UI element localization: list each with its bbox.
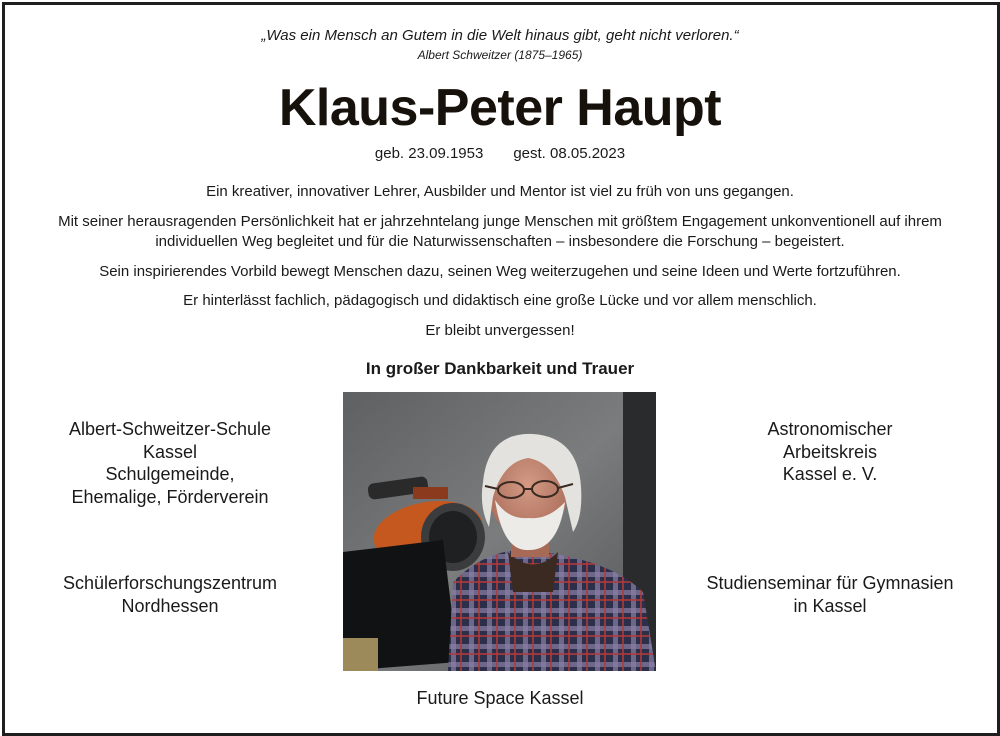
quote-author: Albert Schweitzer (1875–1965) bbox=[417, 48, 583, 62]
mourner-line: in Kassel bbox=[793, 595, 867, 616]
mourner-line: Kassel bbox=[142, 441, 198, 462]
mourner-line: Nordhessen bbox=[121, 595, 219, 616]
birth-date: geb. 23.09.1953 bbox=[374, 145, 484, 162]
closing-line: Er bleibt unvergessen! bbox=[425, 322, 575, 339]
paragraph-line: individuellen Weg begleitet und für die Naturwissenschaften – insbesondere die Forschung – begeistert. bbox=[155, 233, 845, 250]
mourner-seminar bbox=[690, 572, 970, 617]
paragraph: Er hinterlässt fachlich, pädagogisch und didaktisch eine große Lücke und vor allem menschlich. bbox=[183, 292, 817, 309]
mourner-line: Schulgemeinde, bbox=[105, 464, 235, 484]
mourner-line: Arbeitskreis bbox=[782, 441, 878, 462]
portrait-photo bbox=[343, 392, 656, 671]
paragraph: Ein kreativer, innovativer Lehrer, Ausbilder und Mentor ist viel zu früh von uns gegangen. bbox=[206, 183, 794, 200]
paragraph bbox=[0, 212, 1000, 252]
death-date: gest. 08.05.2023 bbox=[513, 145, 626, 162]
mourner-line: Astronomischer bbox=[767, 419, 893, 439]
mourner-line: Albert-Schweitzer-Schule bbox=[68, 419, 272, 439]
mourner-astronomy bbox=[690, 418, 970, 486]
mourner-school bbox=[30, 418, 310, 508]
mourning-heading: In großer Dankbarkeit und Trauer bbox=[365, 359, 635, 378]
mourner-future-space: Future Space Kassel bbox=[416, 688, 584, 708]
mourner-line: Kassel e. V. bbox=[782, 464, 878, 484]
mourner-research-center bbox=[30, 572, 310, 617]
quote: „Was ein Mensch an Gutem in die Welt hinaus gibt, geht nicht verloren.“ bbox=[261, 27, 739, 44]
mourner-line: Studienseminar für Gymnasien bbox=[706, 573, 954, 593]
mourner-line: Schülerforschungszentrum bbox=[62, 573, 278, 593]
deceased-name: Klaus-Peter Haupt bbox=[278, 79, 722, 137]
paragraph: Sein inspirierendes Vorbild bewegt Menschen dazu, seinen Weg weiterzugehen und seine Ideen und Werte fortzuführen. bbox=[99, 263, 901, 280]
life-dates bbox=[0, 145, 1000, 162]
mourner-line: Ehemalige, Förderverein bbox=[71, 486, 269, 507]
paragraph-line: Mit seiner herausragenden Persönlichkeit hat er jahrzehntelang junge Menschen mit größtem Engagement unkonventionell auf ihrem bbox=[58, 213, 942, 230]
